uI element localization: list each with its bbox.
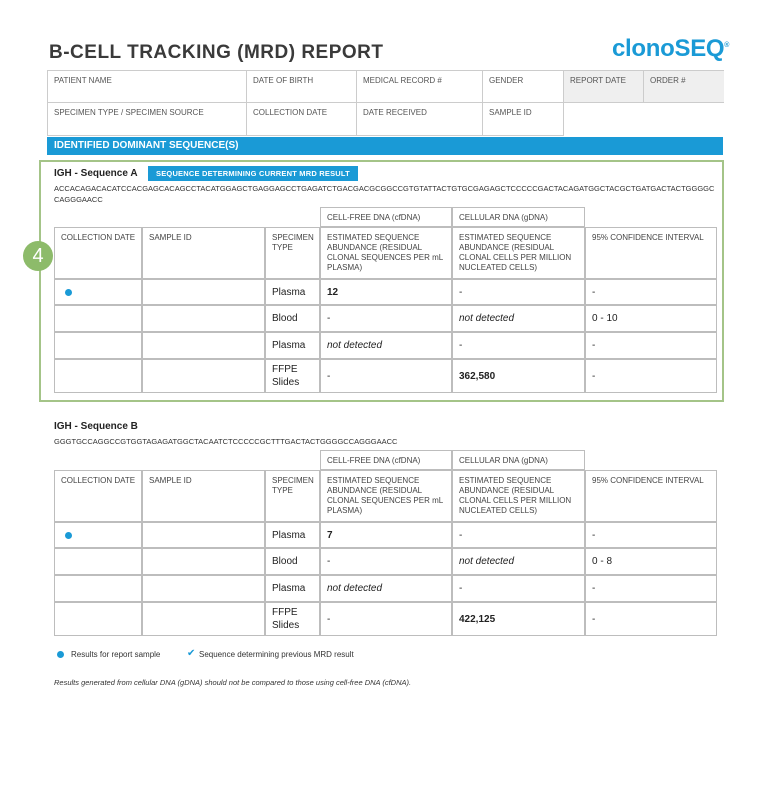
medical-record-label: MEDICAL RECORD #: [363, 76, 442, 85]
specimen-type-cell: Blood: [265, 305, 320, 332]
sample-id-label: SAMPLE ID: [489, 108, 532, 117]
section-header-bar: IDENTIFIED DOMINANT SEQUENCE(S): [47, 137, 723, 155]
gdna-value-cell: not detected: [452, 305, 585, 332]
gdna-value-cell: -: [452, 522, 585, 548]
gender-field: [483, 70, 564, 103]
gdna-value-cell: 422,125: [452, 602, 585, 636]
gdna-value-cell: -: [452, 575, 585, 602]
gdna-value-cell: -: [452, 332, 585, 359]
gdna-value-cell: not detected: [452, 548, 585, 575]
collection-date-header: COLLECTION DATE: [54, 227, 142, 279]
sample-id-cell: [142, 602, 265, 636]
confidence-interval-cell: -: [585, 602, 717, 636]
sample-id-cell: [142, 279, 265, 305]
report-sample-dot-icon: [65, 289, 72, 296]
collection-date-cell: [54, 522, 142, 548]
specimen-type-cell: Blood: [265, 548, 320, 575]
specimen-type-cell: FFPE Slides: [265, 359, 320, 393]
cfdna-value-cell: -: [320, 548, 452, 575]
date-of-birth-field: [247, 70, 357, 103]
cfdna-value-cell: not detected: [320, 332, 452, 359]
sample-id-cell: [142, 332, 265, 359]
patient-name-field: [48, 70, 247, 103]
order-field: [644, 70, 724, 103]
patient-name-label: PATIENT NAME: [54, 76, 112, 85]
collection-date-label: COLLECTION DATE: [253, 108, 328, 117]
sequence-a-dna: ACCACAGACACATCCACGAGCACAGCCTACATGGAGCTGAGGAGCCTGAGATCTGACGACGCGGCCGTGTATTACTGTGCGAGAGCTCCCCCGACTACAGATGGCTACGCTGATGACTACTGGGGCCAGGGAACC: [54, 184, 715, 204]
confidence-interval-cell: 0 - 8: [585, 548, 717, 575]
collection-date-cell: [54, 575, 142, 602]
gender-label: GENDER: [489, 76, 524, 85]
report-title: B-CELL TRACKING (MRD) REPORT: [49, 42, 384, 63]
specimen-type-cell: Plasma: [265, 332, 320, 359]
cfdna-value-cell: -: [320, 305, 452, 332]
cfdna-value-cell: not detected: [320, 575, 452, 602]
legend-report-sample: Results for report sample: [71, 650, 161, 659]
report-sample-dot-icon: [65, 532, 72, 539]
specimen-type-cell: Plasma: [265, 522, 320, 548]
gdna-abundance-header: ESTIMATED SEQUENCE ABUNDANCE (RESIDUAL CLONAL CELLS PER MILLION NUCLEATED CELLS): [452, 227, 585, 279]
sample-id-cell: [142, 305, 265, 332]
collection-date-cell: [54, 305, 142, 332]
report-date-field: [564, 70, 644, 103]
gdna-abundance-header: ESTIMATED SEQUENCE ABUNDANCE (RESIDUAL CLONAL CELLS PER MILLION NUCLEATED CELLS): [452, 470, 585, 522]
cfdna-abundance-header: ESTIMATED SEQUENCE ABUNDANCE (RESIDUAL CLONAL SEQUENCES PER mL PLASMA): [320, 470, 452, 522]
sample-id-cell: [142, 522, 265, 548]
specimen-type-header: SPECIMEN TYPE: [265, 227, 320, 279]
collection-date-cell: [54, 602, 142, 636]
date-received-label: DATE RECEIVED: [363, 108, 427, 117]
cfdna-value-cell: 7: [320, 522, 452, 548]
date-of-birth-label: DATE OF BIRTH: [253, 76, 314, 85]
report-sample-dot-icon: [57, 651, 64, 658]
cfdna-value-cell: -: [320, 359, 452, 393]
confidence-interval-cell: -: [585, 332, 717, 359]
sequence-b-title: IGH - Sequence B: [54, 421, 138, 432]
sample-id-header: SAMPLE ID: [142, 470, 265, 522]
sample-id-cell: [142, 548, 265, 575]
collection-date-cell: [54, 548, 142, 575]
footnote: Results generated from cellular DNA (gDNA) should not be compared to those using cell-free DNA (cfDNA).: [54, 678, 412, 687]
sequence-b-dna: GGGTGCCAGGCCGTGGTAGAGATGGCTACAATCTCCCCCGCTTTGACTACTGGGGCCAGGGAACC: [54, 437, 398, 446]
confidence-interval-header: 95% CONFIDENCE INTERVAL: [585, 470, 717, 522]
registered-mark: ®: [724, 42, 730, 49]
patient-info-grid: [47, 70, 724, 136]
collection-date-cell: [54, 279, 142, 305]
sample-id-cell: [142, 575, 265, 602]
sample-id-cell: [142, 359, 265, 393]
collection-date-cell: [54, 332, 142, 359]
collection-date-header: COLLECTION DATE: [54, 470, 142, 522]
collection-date-cell: [54, 359, 142, 393]
logo-text: clonoSEQ: [612, 35, 725, 62]
specimen-type-cell: FFPE Slides: [265, 602, 320, 636]
legend-previous-mrd: Sequence determining previous MRD result: [199, 650, 354, 659]
sample-id-header: SAMPLE ID: [142, 227, 265, 279]
sequence-a-title: IGH - Sequence A: [54, 168, 138, 179]
cfdna-group-header: CELL-FREE DNA (cfDNA): [320, 207, 452, 227]
gdna-group-header: CELLULAR DNA (gDNA): [452, 450, 585, 470]
date-received-field: [357, 103, 483, 136]
confidence-interval-cell: -: [585, 575, 717, 602]
cfdna-group-header: CELL-FREE DNA (cfDNA): [320, 450, 452, 470]
cfdna-value-cell: -: [320, 602, 452, 636]
confidence-interval-cell: -: [585, 279, 717, 305]
confidence-interval-header: 95% CONFIDENCE INTERVAL: [585, 227, 717, 279]
gdna-group-header: CELLULAR DNA (gDNA): [452, 207, 585, 227]
gdna-value-cell: 362,580: [452, 359, 585, 393]
collection-date-field: [247, 103, 357, 136]
medical-record-field: [357, 70, 483, 103]
specimen-type-label: SPECIMEN TYPE / SPECIMEN SOURCE: [54, 108, 204, 117]
cfdna-abundance-header: ESTIMATED SEQUENCE ABUNDANCE (RESIDUAL CLONAL SEQUENCES PER mL PLASMA): [320, 227, 452, 279]
cfdna-value-cell: 12: [320, 279, 452, 305]
step-number-badge: 4: [23, 241, 53, 271]
checkmark-icon: ✔: [187, 648, 196, 659]
confidence-interval-cell: -: [585, 522, 717, 548]
specimen-type-field: [48, 103, 247, 136]
gdna-value-cell: -: [452, 279, 585, 305]
report-date-label: REPORT DATE: [570, 76, 627, 85]
confidence-interval-cell: 0 - 10: [585, 305, 717, 332]
clonoseq-logo: [612, 35, 729, 63]
specimen-type-cell: Plasma: [265, 575, 320, 602]
confidence-interval-cell: -: [585, 359, 717, 393]
sample-id-field: [483, 103, 564, 136]
current-mrd-badge: SEQUENCE DETERMINING CURRENT MRD RESULT: [148, 166, 358, 181]
order-label: ORDER #: [650, 76, 686, 85]
specimen-type-cell: Plasma: [265, 279, 320, 305]
specimen-type-header: SPECIMEN TYPE: [265, 470, 320, 522]
